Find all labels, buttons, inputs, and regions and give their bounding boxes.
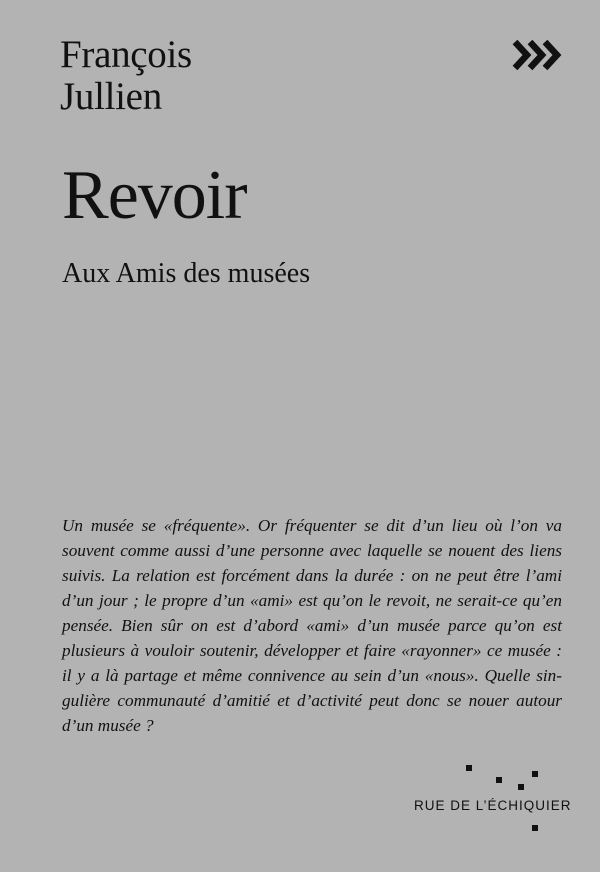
logo-square bbox=[532, 825, 538, 831]
publisher-name: RUE DE L’ÉCHIQUIER bbox=[414, 798, 572, 813]
publisher-logo bbox=[414, 760, 574, 840]
author-first-name: François bbox=[60, 33, 192, 76]
back-blurb-text: Un musée se «fréquente». Or fréquenter se dit d’un lieu où l’on va souvent comme aussi d’une personne avec laquelle se nouent des liens suivis. La relation est forcément dans la durée : on ne peut être l’ami d’un jour ; le propre d’un «ami» est qu’on le revoit, ne serait-ce qu’en pensée. Bien sûr on est d’abord «ami» d’un musée parce qu’on est plusieurs à vouloir soutenir, développer et faire «rayonner» ce musée : il y a là partage et même connivence au sein d’un «nous». Quelle singulière communauté d’amitié et d’activité peut donc se nouer autour d’un musée ? bbox=[62, 516, 562, 735]
logo-square bbox=[496, 777, 502, 783]
book-subtitle: Aux Amis des musées bbox=[62, 258, 311, 289]
logo-square bbox=[466, 765, 472, 771]
triple-chevron-right-icon bbox=[512, 38, 564, 72]
author-last-name: Jullien bbox=[60, 75, 162, 118]
logo-square bbox=[532, 771, 538, 777]
author-name bbox=[60, 34, 192, 118]
book-title: Revoir bbox=[62, 157, 247, 234]
logo-square bbox=[518, 784, 524, 790]
